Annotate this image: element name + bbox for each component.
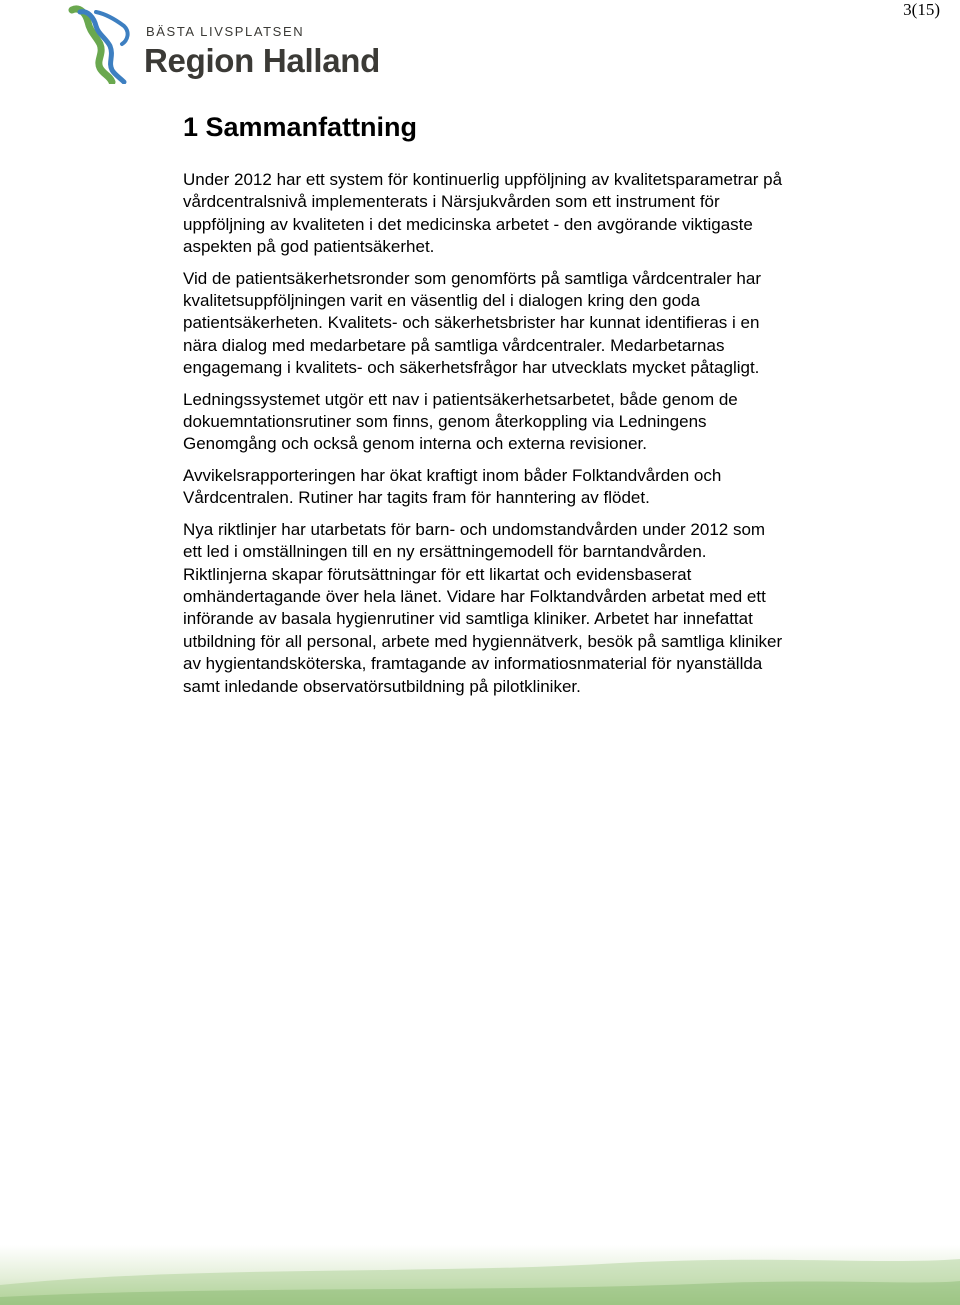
- paragraph: Under 2012 har ett system för kontinuerlig uppföljning av kvalitetsparametrar på vårdcentralsnivå implementerats i Närsjukvården som ett instrument för uppföljning av kvaliteten i det medicinska arbetet - den avgörande viktigaste aspekten på god patientsäkerhet.: [183, 170, 783, 257]
- region-halland-map-mark-icon: [66, 4, 138, 84]
- page-number: 3(15): [903, 0, 940, 19]
- logo-org-name: Region Halland: [144, 42, 380, 79]
- paragraph: Nya riktlinjer har utarbetats för barn- och undomstandvården under 2012 som ett led i omställningen till en ny ersättningemodell för barntandvården. Riktlinjerna skapar förutsättningar för ett likartat och evidensbaserat omhändertagande över hela länet. Vidare har Folktandvården arbetat med ett införande av basala hygienrutiner vid samtliga kliniker. Arbetet har innefattat utbildning för all personal, arbete med hygiennätverk, besök på samtliga kliniker av hygientandsköterska, framtagande av informatiosnmaterial för nyanställda samt inledande observatörsutbildning på pilotkliniker.: [183, 519, 783, 696]
- section-heading: 1 Sammanfattning: [183, 112, 418, 142]
- document-body: [183, 110, 883, 707]
- paragraph: Ledningssystemet utgör ett nav i patientsäkerhetsarbetet, både genom de dokuemntationsrutiner som finns, genom återkoppling via Ledningens Genomgång och också genom interna och externa revisioner.: [183, 389, 738, 454]
- region-halland-logo: [66, 4, 386, 84]
- paragraph: Avvikelsrapporteringen har ökat kraftigt inom båder Folktandvården och Vårdcentralen. Rutiner har tagits fram för hanntering av flödet.: [183, 465, 722, 508]
- logo-tagline: BÄSTA LIVSPLATSEN: [146, 24, 305, 39]
- paragraph: Vid de patientsäkerhetsronder som genomförts på samtliga vårdcentraler har kvalitetsuppföljningen varit en väsentlig del i dialogen kring den goda patientsäkerheten. Kvalitets- och säkerhetsbrister har kunnat identifieras i en nära dialog med medarbetare på samtliga vårdcentraler. Medarbetarnas engagemang i kvalitets- och säkerhetsfrågor har utvecklats mycket påtagligt.: [183, 268, 761, 378]
- footer-decoration: [0, 1245, 960, 1305]
- footer-landscape-icon: [0, 1245, 960, 1305]
